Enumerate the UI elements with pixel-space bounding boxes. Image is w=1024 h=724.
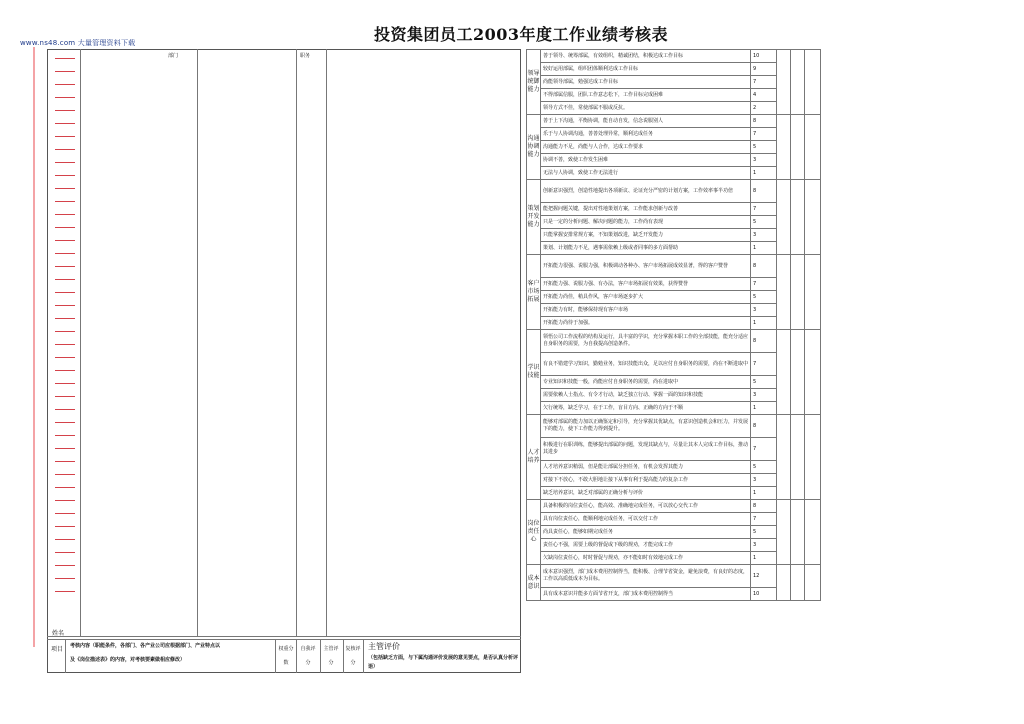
criteria-weight-score: 5 (751, 526, 777, 539)
criteria-weight-score: 7 (751, 278, 777, 291)
criteria-description: 缺乏培养意识，缺乏对部属的正确分析与评价 (541, 487, 751, 500)
criteria-description: 成本意识强烈，部门成本费用控制得当，能积极、合理节省资金，避免浪费，有良好的态度，工作以高质低成本为目标。 (541, 565, 751, 588)
criteria-row (527, 487, 821, 500)
left-form-divider (80, 49, 81, 636)
dept-label: 部门 (168, 53, 179, 59)
criteria-description: 欠缺岗位责任心，时时督促与规劝，亦不能如时有效地完成工作 (541, 552, 751, 565)
criteria-row (527, 317, 821, 330)
criteria-description: 需要依赖人士指点、有令才行动，缺乏独立行动、掌握一面的知识和技能 (541, 389, 751, 402)
self-score-cell[interactable] (777, 255, 791, 330)
criteria-description: 专业知识和技能一般，尚能应付自身职务的需要，尚在进取中 (541, 376, 751, 389)
review-score-cell[interactable] (805, 330, 821, 415)
criteria-category: 人才培养 (527, 415, 541, 500)
criteria-row (527, 461, 821, 474)
criteria-row (527, 539, 821, 552)
left-form-divider (197, 49, 198, 636)
criteria-description: 协调不善，致使工作发生困难 (541, 154, 751, 167)
criteria-description: 人才培养意识稍弱，但是能让部属分担任务，有机会发挥其能力 (541, 461, 751, 474)
criteria-weight-score: 1 (751, 242, 777, 255)
criteria-description: 只是一定的分析问题、解决问题的能力，工作尚有表现 (541, 216, 751, 229)
criteria-weight-score: 3 (751, 229, 777, 242)
criteria-weight-score: 1 (751, 552, 777, 565)
item-column-label: 项目 (50, 646, 63, 653)
criteria-description: 沟通能力不足，尚能与人合作，达成工作要求 (541, 141, 751, 154)
criteria-description: 善于领导、统筹部属，有效组织，精诚团结，积极达成工作目标 (541, 50, 751, 63)
criteria-description: 乐于与人协调沟通，善善处理异常，顺利达成任务 (541, 128, 751, 141)
self-score-cell[interactable] (777, 330, 791, 415)
review-score-cell[interactable] (805, 565, 821, 601)
criteria-weight-score: 7 (751, 76, 777, 89)
criteria-row (527, 141, 821, 154)
criteria-description: 善于上下沟通，平衡协调，能自动自发，信念说服别人 (541, 115, 751, 128)
criteria-weight-score: 3 (751, 474, 777, 487)
left-form-divider (296, 49, 297, 636)
criteria-row (527, 389, 821, 402)
review-score-cell[interactable] (805, 115, 821, 180)
criteria-row (527, 154, 821, 167)
review-score-cell[interactable] (805, 180, 821, 255)
review-score-cell[interactable] (805, 50, 821, 115)
criteria-row (527, 526, 821, 539)
criteria-weight-score: 7 (751, 203, 777, 216)
criteria-row (527, 474, 821, 487)
left-form-divider (320, 639, 321, 673)
criteria-weight-score: 7 (751, 513, 777, 526)
criteria-row (527, 76, 821, 89)
criteria-description: 开拓能力尚待于加强。 (541, 317, 751, 330)
criteria-row (527, 291, 821, 304)
criteria-row (527, 63, 821, 76)
criteria-weight-score: 1 (751, 167, 777, 180)
criteria-category: 客户市场拓展 (527, 255, 541, 330)
criteria-description: 领悟公司工作流程的结构及运行，具丰富的学识，充分掌握本职工作的全部技能，能充分适应自身职务的需要，为自我提高创造条件。 (541, 330, 751, 353)
left-form-divider (65, 639, 66, 673)
criteria-row (527, 50, 821, 63)
criteria-row (527, 128, 821, 141)
left-form-divider (47, 639, 521, 640)
self-score-column-label: 自我评分 (300, 646, 316, 666)
criteria-row (527, 115, 821, 128)
content-header-line1: 考核内容（职能条件，各部门、各产业公司应根据部门、产业特点以 (70, 643, 221, 649)
self-score-cell[interactable] (777, 180, 791, 255)
supervisor-score-cell[interactable] (791, 330, 805, 415)
criteria-weight-score: 9 (751, 63, 777, 76)
criteria-description: 对接下不放心，不敢大胆地让接下从事有利于提高能力的复杂工作 (541, 474, 751, 487)
criteria-table (526, 49, 821, 601)
supervisor-score-cell[interactable] (791, 565, 805, 601)
supervisor-comment-label: 主管评价 (368, 642, 400, 651)
criteria-description: 较好运用部属，组织团体顺利达成工作目标 (541, 63, 751, 76)
supervisor-score-cell[interactable] (791, 180, 805, 255)
criteria-weight-score: 8 (751, 330, 777, 353)
criteria-weight-score: 7 (751, 128, 777, 141)
criteria-row (527, 304, 821, 317)
criteria-weight-score: 7 (751, 353, 777, 376)
criteria-weight-score: 8 (751, 255, 777, 278)
self-score-cell[interactable] (777, 415, 791, 500)
criteria-row (527, 216, 821, 229)
left-form-frame (47, 49, 521, 673)
position-label: 职务 (300, 53, 311, 59)
supervisor-score-cell[interactable] (791, 255, 805, 330)
criteria-category: 沟通协调能力 (527, 115, 541, 180)
criteria-row (527, 353, 821, 376)
criteria-description: 无法与人协调，致使工作无法进行 (541, 167, 751, 180)
criteria-description: 有良不错建学习知识，勤勉业务，知识技能出众，足以应付自身职务的需要，尚在不断进取中 (541, 353, 751, 376)
supervisor-score-column-label: 主管评分 (323, 646, 339, 666)
criteria-description: 开拓能力有时，能够保持现有客户市场 (541, 304, 751, 317)
criteria-weight-score: 3 (751, 304, 777, 317)
left-form-divider (296, 639, 297, 673)
criteria-weight-score: 3 (751, 539, 777, 552)
criteria-description: 不得部属信服，团队工作意志松下，工作目标完成困难 (541, 89, 751, 102)
left-form-divider (363, 639, 364, 673)
criteria-category: 领导统御能力 (527, 50, 541, 115)
criteria-row (527, 415, 821, 438)
criteria-description: 只能掌握安排常规方案，不知策划改进，缺乏开发能力 (541, 229, 751, 242)
criteria-row (527, 255, 821, 278)
criteria-row (527, 102, 821, 115)
criteria-description: 具有岗位责任心，能顺利地完成任务，可以交付工作 (541, 513, 751, 526)
criteria-description: 积极进行在职训练，能够提出部属的问题，发现其缺点与，尽量让其本人完成工作目标，推动其进步 (541, 438, 751, 461)
criteria-description: 具有成本意识并能多方面节省开支，部门成本费用控制得当 (541, 588, 751, 601)
left-form-divider (275, 639, 276, 673)
binding-margin-line (33, 47, 35, 647)
criteria-row (527, 438, 821, 461)
criteria-weight-score: 1 (751, 402, 777, 415)
criteria-weight-score: 4 (751, 89, 777, 102)
left-form-divider (326, 49, 327, 636)
left-form-divider (47, 636, 521, 637)
criteria-weight-score: 1 (751, 487, 777, 500)
criteria-weight-score: 3 (751, 389, 777, 402)
criteria-row (527, 552, 821, 565)
criteria-weight-score: 1 (751, 317, 777, 330)
criteria-description: 尚具责任心，能够如期完成任务 (541, 526, 751, 539)
criteria-weight-score: 5 (751, 291, 777, 304)
criteria-description: 能够对部属的能力加以正确鉴定和引导，充分掌握其优缺点，有意识创造机会和压力，并发展下的能力，使下工作能力得到提升。 (541, 415, 751, 438)
review-score-cell[interactable] (805, 500, 821, 565)
criteria-description: 能把握问题关键，提出对性地策划方案，工作能求创新与改善 (541, 203, 751, 216)
criteria-description: 领导方式不佳，常使部属不服或反抗。 (541, 102, 751, 115)
criteria-row (527, 229, 821, 242)
criteria-description: 具备积极的岗位责任心，能高效、准确地完成任务，可以放心交代工作 (541, 500, 751, 513)
review-score-cell[interactable] (805, 415, 821, 500)
criteria-row (527, 588, 821, 601)
criteria-weight-score: 8 (751, 500, 777, 513)
criteria-weight-score: 10 (751, 50, 777, 63)
criteria-description: 开拓能力强、说服力强、有办法，客户市场拓展有效果，获得赞誉 (541, 278, 751, 291)
criteria-description: 创新意识强烈，创造性地提出各项新议、论证充分严密的计划方案，工作效率事半功倍 (541, 180, 751, 203)
criteria-row (527, 402, 821, 415)
review-score-column-label: 复核评分 (345, 646, 361, 666)
criteria-weight-score: 10 (751, 588, 777, 601)
supervisor-score-cell[interactable] (791, 50, 805, 115)
criteria-weight-score: 7 (751, 438, 777, 461)
supervisor-comment-note: （包括缺乏方面，与下属沟通评价发展的意见要点，是否认真分析评语） (368, 655, 519, 670)
criteria-weight-score: 2 (751, 102, 777, 115)
self-score-cell[interactable] (777, 500, 791, 565)
watermark: www.ns48.com 大量管理资料下载 (20, 39, 136, 47)
criteria-weight-score: 5 (751, 461, 777, 474)
review-score-cell[interactable] (805, 255, 821, 330)
criteria-row (527, 203, 821, 216)
criteria-description: 责任心不强，需要上级的督促或下级的规劝，才能完成工作 (541, 539, 751, 552)
criteria-category: 成本意识 (527, 565, 541, 601)
criteria-row (527, 513, 821, 526)
name-label: 姓名 (52, 630, 65, 637)
criteria-weight-score: 8 (751, 415, 777, 438)
supervisor-score-cell[interactable] (791, 115, 805, 180)
criteria-row (527, 180, 821, 203)
criteria-weight-score: 12 (751, 565, 777, 588)
criteria-weight-score: 8 (751, 115, 777, 128)
supervisor-score-cell[interactable] (791, 415, 805, 500)
criteria-weight-score: 3 (751, 154, 777, 167)
criteria-description: 尚能领导部属，勉强达成工作目标 (541, 76, 751, 89)
criteria-row (527, 330, 821, 353)
criteria-category: 策划开发能力 (527, 180, 541, 255)
page-title: 投资集团员工2003年度工作业绩考核表 (374, 25, 669, 44)
criteria-weight-score: 8 (751, 180, 777, 203)
criteria-weight-score: 5 (751, 216, 777, 229)
criteria-category: 岗位责任心 (527, 500, 541, 565)
criteria-row (527, 376, 821, 389)
self-score-cell[interactable] (777, 115, 791, 180)
criteria-description: 开拓能力尚佳，稍具作风，客户市场逐步扩大 (541, 291, 751, 304)
criteria-row (527, 565, 821, 588)
criteria-description: 开拓能力很强、说服力强，积极调动各种办、客户市场拓展成效显著，得的客户赞誉 (541, 255, 751, 278)
left-form-divider (343, 639, 344, 673)
criteria-description: 欠行统筹，缺乏学习，在于工作，盲目方向、正确的方向于不顺 (541, 402, 751, 415)
criteria-weight-score: 5 (751, 141, 777, 154)
content-header-line2: 及《岗位描述表》的内容，对考核要素做相应修改） (70, 657, 186, 663)
self-score-cell[interactable] (777, 50, 791, 115)
criteria-category: 学识技能 (527, 330, 541, 415)
supervisor-score-cell[interactable] (791, 500, 805, 565)
criteria-row (527, 167, 821, 180)
criteria-row (527, 278, 821, 291)
self-score-cell[interactable] (777, 565, 791, 601)
criteria-row (527, 89, 821, 102)
weight-column-label: 权重分数 (278, 646, 294, 666)
criteria-description: 策划、计划能力不足，遇事需依赖上级或者同事的多方面帮助 (541, 242, 751, 255)
criteria-weight-score: 5 (751, 376, 777, 389)
criteria-row (527, 500, 821, 513)
criteria-row (527, 242, 821, 255)
